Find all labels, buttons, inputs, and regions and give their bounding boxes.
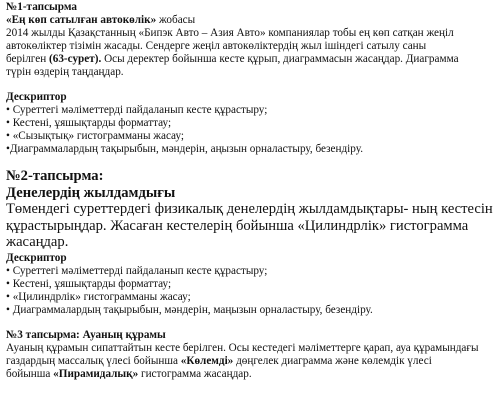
- task3-body-text: гистограмма жасаңдар.: [138, 367, 252, 380]
- task1-descriptor-title: Дескриптор: [6, 91, 67, 103]
- task1-descriptor-item: • «Сызықтық» гистограмманы жасау;: [6, 130, 185, 142]
- task1-body-line: түрін өздерің таңдаңдар.: [6, 66, 124, 78]
- figure-reference: (63-сурет).: [49, 53, 102, 65]
- task3-title: №3 тапсырма: Ауаның құрамы: [6, 328, 166, 341]
- task1-descriptor-item: • Суреттегі мәліметтерді пайдаланып кесте құрастыру;: [6, 104, 268, 116]
- task2-descriptor-title: Дескриптор: [6, 251, 67, 264]
- task1-body-line: 2014 жылды Қазақстанның «Бипэк Авто – Азия Авто» компаниялар тобы ең көп сатқан жеңіл: [6, 27, 454, 39]
- task2-body-line: жасаңдар.: [6, 234, 69, 251]
- task2-descriptor-item: • Кестені, ұяшықтарды форматтау;: [6, 277, 172, 290]
- task3-body-text: бойынша: [6, 367, 54, 380]
- task1-subtitle-quoted: «Ең көп сатылған автокөлік»: [6, 14, 157, 26]
- document-page: [0, 1, 500, 381]
- task3-body-text: газдардың массалық үлесі бойынша: [6, 354, 181, 367]
- task3-body-line: [6, 355, 496, 368]
- chart-type-volumetric: «Көлемді»: [180, 354, 234, 367]
- task3-body-line: Ауаның құрамын сипаттайтын кесте берілген. Осы кестедегі мәліметтерге қарап, ауа құрамындағы: [6, 341, 479, 354]
- task1-body-text: берілген: [6, 53, 49, 65]
- task1-body-text: Осы деректер бойынша кесте құрып, диаграммасын жасаңдар. Диаграмма: [101, 53, 459, 65]
- task1-body-line: автокөліктер тізімін жасады. Сендерге жеңіл автокөліктердің жыл ішіндегі сатылу саны: [6, 40, 427, 52]
- task1-body-line: [6, 53, 496, 66]
- task3-body-line: [6, 368, 496, 381]
- task1-subtitle: [6, 14, 496, 27]
- task2-descriptor-item: • «Цилиндрлік» гистограмманы жасау;: [6, 290, 191, 303]
- task2-title: №2-тапсырма:: [6, 168, 104, 184]
- task2-subtitle: Денелердің жылдамдығы: [6, 184, 176, 201]
- task1-subtitle-rest: жобасы: [156, 14, 196, 26]
- task2-descriptor-item: • Суреттегі мәліметтерді пайдаланып кесте құрастыру;: [6, 264, 268, 277]
- task1-descriptor-item: • Кестені, ұяшықтарды форматтау;: [6, 117, 172, 129]
- task1-title: №1-тапсырма: [6, 1, 77, 13]
- task2-descriptor-item: • Диаграммалардың тақырыбын, мәндерін, маңызын орналастыру, безендіру.: [6, 303, 373, 316]
- task2-body-line: Төмендегі суреттердегі физикалық денелердің жылдамдықтары- ның кестесін: [6, 201, 493, 218]
- task3-body-text: дөңгелек диаграмма және көлемдік үлесі: [233, 354, 432, 367]
- task2-body-line: құрастырыңдар. Жасаған кестелерің бойынша «Цилиндрлік» гистограмма: [6, 217, 469, 234]
- chart-type-pyramid: «Пирамидалық»: [53, 367, 139, 380]
- task1-descriptor-item: •Диаграммалардың тақырыбын, мәндерін, аңызын орналастыру, безендіру.: [6, 143, 363, 155]
